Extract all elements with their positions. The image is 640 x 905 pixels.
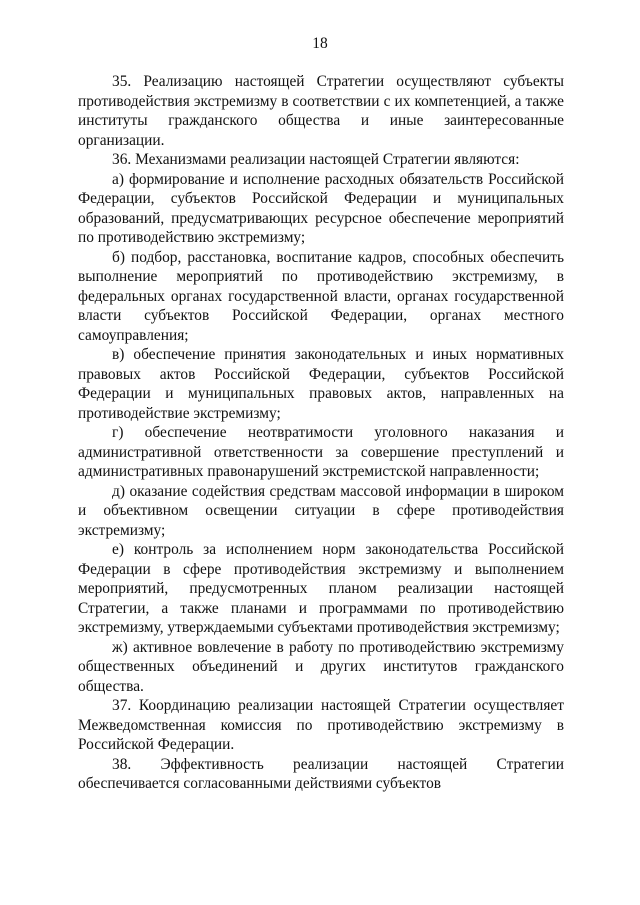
- document-body: [78, 72, 564, 794]
- paragraph-35: 35. Реализацию настоящей Стратегии осуществляют субъекты противодействия экстремизму в соответствии с их компетенцией, а также институты гражданского общества и иные заинтересованные организации.: [78, 73, 564, 149]
- list-item-d: д) оказание содействия средствам массовой информации в широком и объективном освещении ситуации в сфере противодействия экстремизму;: [78, 482, 564, 539]
- paragraph-36: 36. Механизмами реализации настоящей Стратегии являются:: [112, 151, 520, 168]
- list-item-g: г) обеспечение неотвратимости уголовного наказания и административной ответственности за совершение преступлений и административных правонарушений экстремистской направленности;: [78, 424, 564, 480]
- paragraph-38: 38. Эффективность реализации настоящей Стратегии обеспечивается согласованными действиями субъектов: [78, 755, 564, 792]
- list-item-v: в) обеспечение принятия законодательных и иных нормативных правовых актов Российской Федерации, субъектов Российской Федерации и муниципальных правовых актов, направленных на противодействие экстремизму;: [78, 346, 564, 422]
- list-item-zh: ж) активное вовлечение в работу по противодействию экстремизму общественных объединений и других институтов гражданского общества.: [78, 638, 564, 695]
- page-number: 18: [312, 35, 328, 52]
- list-item-e: е) контроль за исполнением норм законодательства Российской Федерации в сфере противодействия экстремизму и выполнением мероприятий, предусмотренных планом реализации настоящей Стратегии, а также планами и программами по противодействию экстремизму, утверждаемыми субъектами противодействия экстремизму;: [78, 541, 564, 636]
- list-item-a: а) формирование и исполнение расходных обязательств Российской Федерации, субъектов Российской Федерации и муниципальных образований, предусматривающих ресурсное обеспечение мероприятий по противодействию экстремизму;: [78, 170, 564, 246]
- paragraph-37: 37. Координацию реализации настоящей Стратегии осуществляет Межведомственная комиссия по противодействию экстремизму в Российской Федерации.: [78, 697, 564, 753]
- list-item-b: б) подбор, расстановка, воспитание кадров, способных обеспечить выполнение мероприятий по противодействию экстремизму, в федеральных органах государственной власти, органах государственной власти субъектов Российской Федерации, органах местного самоуправления;: [78, 248, 564, 344]
